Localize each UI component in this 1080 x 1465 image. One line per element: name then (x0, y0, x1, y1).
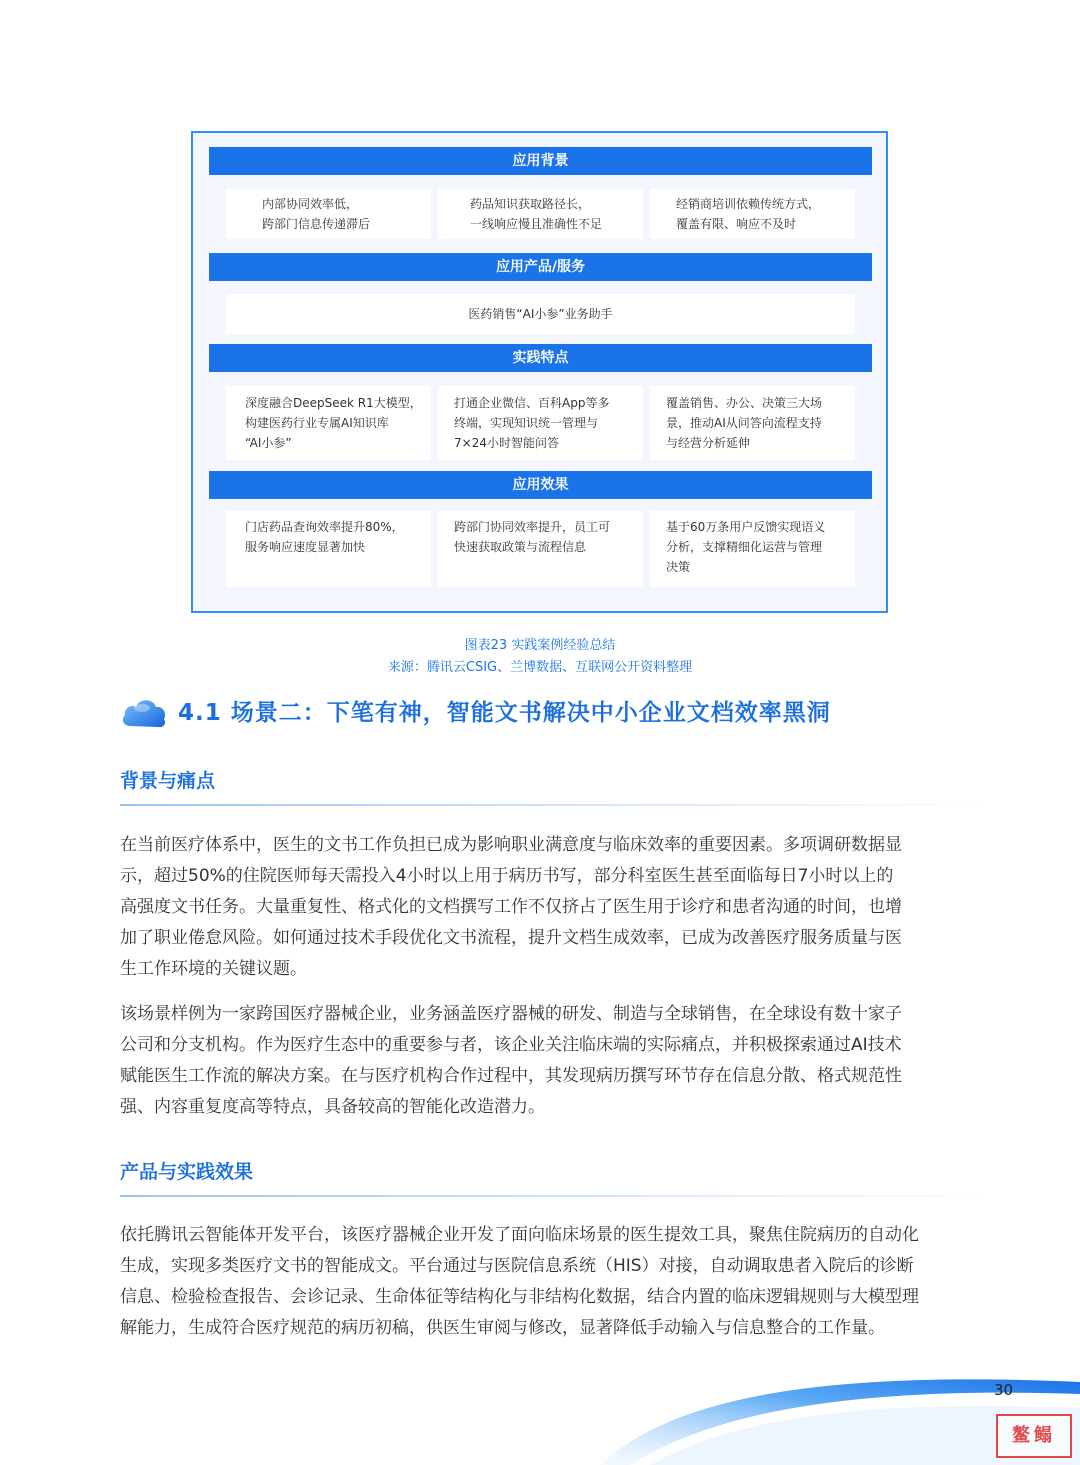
effect-card-3: 基于60万条用户反馈实现语义 分析，支撑精细化运营与管理 决策 (650, 511, 855, 587)
page-number: 30 (994, 1381, 1014, 1399)
summary-figure (191, 131, 888, 613)
band-background: 应用背景 (209, 147, 872, 175)
watermark-stamp: 鳌鳎 (996, 1414, 1072, 1458)
subsection-rule (120, 1195, 990, 1197)
figure-source: 来源：腾讯云CSIG、兰博数据、互联网公开资料整理 (387, 660, 693, 675)
effect-card-1: 门店药品查询效率提升80%， 服务响应速度显著加快 (226, 511, 431, 587)
cloud-icon (120, 690, 168, 732)
figure-caption: 图表23 实践案例经验总结 (464, 638, 616, 653)
band-product: 应用产品/服务 (209, 253, 872, 281)
effect-card-2: 跨部门协同效率提升，员工可 快速获取政策与流程信息 (438, 511, 643, 587)
paragraph-background-1: 在当前医疗体系中，医生的文书工作负担已成为影响职业满意度与临床效率的重要因素。多项调研数据显 示，超过50%的住院医师每天需投入4小时以上用于病历书写，部分科室医生甚至面临每日7小时以上的 高强度文书任务。大量重复性、格式化的文档撰写工作不仅挤占了医生用于诊疗和患者沟通的时间，也增 加了职业倦怠风险。如何通过技术手段优化文书流程，提升文档生成效率，已成为改善医疗服务质量与医 生工作环境的关键议题。 (120, 835, 902, 979)
feature-card-3: 覆盖销售、办公、决策三大场 景，推动AI从问答向流程支持 与经营分析延伸 (650, 386, 855, 460)
subsection-title-product: 产品与实践效果 (120, 1161, 254, 1183)
background-card-1: 内部协同效率低， 跨部门信息传递滞后 (226, 189, 431, 239)
product-card: 医药销售“AI小参”业务助手 (226, 294, 855, 334)
background-card-2: 药品知识获取路径长， 一线响应慢且准确性不足 (438, 189, 643, 239)
section-title: 4.1 场景二：下笔有神，智能文书解决中小企业文档效率黑洞 (178, 700, 831, 726)
band-features: 实践特点 (209, 344, 872, 372)
feature-card-2: 打通企业微信、百科App等多 终端，实现知识统一管理与 7×24小时智能问答 (438, 386, 643, 460)
subsection-title-background: 背景与痛点 (120, 770, 216, 792)
subsection-rule (120, 804, 990, 806)
paragraph-product-1: 依托腾讯云智能体开发平台，该医疗器械企业开发了面向临床场景的医生提效工具，聚焦住院病历的自动化 生成，实现多类医疗文书的智能成文。平台通过与医院信息系统（HIS）对接，自动调取患者入院后的诊断 信息、检验检查报告、会诊记录、生命体征等结构化与非结构化数据，结合内置的临床逻辑规则与大模型理 解能力，生成符合医疗规范的病历初稿，供医生审阅与修改，显著降低手动输入与信息整合的工作量。 (120, 1225, 919, 1338)
background-card-3: 经销商培训依赖传统方式， 覆盖有限、响应不及时 (650, 189, 855, 239)
feature-card-1: 深度融合DeepSeek R1大模型， 构建医药行业专属AI知识库 “AI小参” (226, 386, 431, 460)
paragraph-background-2: 该场景样例为一家跨国医疗器械企业，业务涵盖医疗器械的研发、制造与全球销售，在全球设有数十家子 公司和分支机构。作为医疗生态中的重要参与者，该企业关注临床端的实际痛点，并积极探索通过AI技术 赋能医生工作流的解决方案。在与医疗机构合作过程中，其发现病历撰写环节存在信息分散、格式规范性 强、内容重复度高等特点，具备较高的智能化改造潜力。 (120, 1004, 902, 1117)
band-effects: 应用效果 (209, 471, 872, 499)
